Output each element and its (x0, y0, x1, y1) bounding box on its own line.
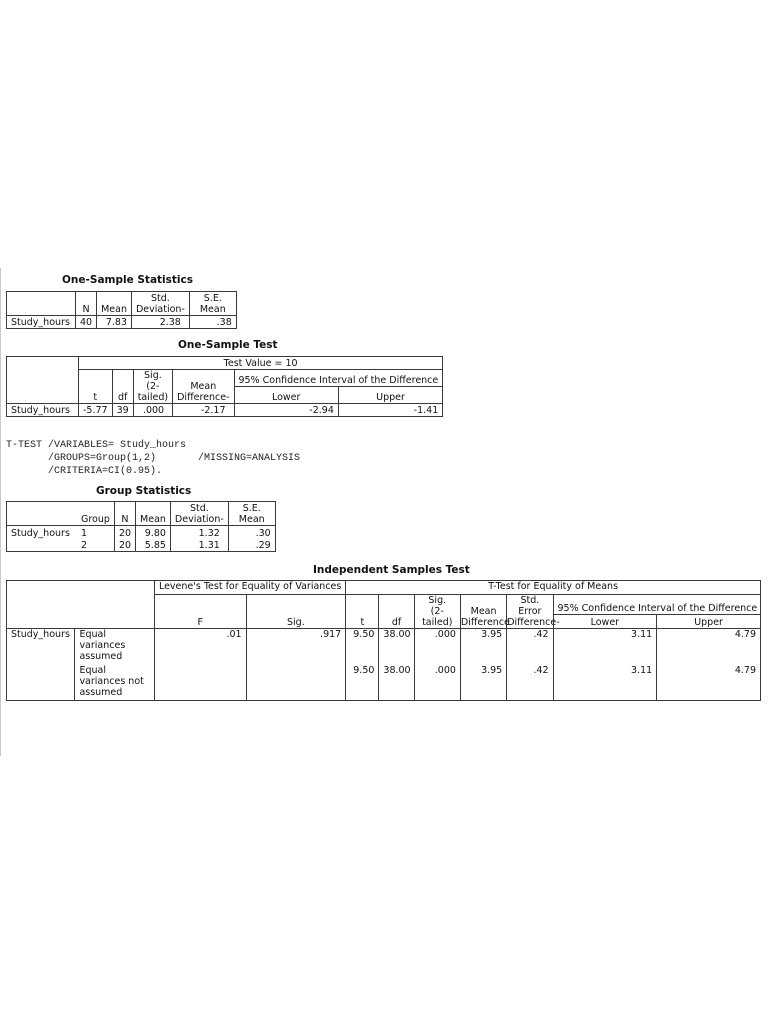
header-se-1: S.E. (189, 292, 236, 304)
header-sig (133, 370, 172, 404)
header-sig-2tailed-3: tailed) (422, 617, 453, 628)
table-row (7, 539, 276, 552)
cell-sig (246, 665, 346, 701)
cell-group: 1 (77, 526, 114, 539)
one-sample-test-title: One-Sample Test (178, 339, 278, 351)
header-n: N (76, 304, 97, 316)
cell-mean-diff: 3.95 (460, 665, 506, 701)
corner-cell (7, 357, 79, 404)
header-sig-2: (2- (146, 381, 160, 392)
cell-df: 39 (112, 404, 133, 417)
cell-se-diff: .42 (507, 629, 553, 665)
header-sig-1: Sig. (144, 370, 162, 381)
corner-cell (7, 581, 155, 629)
cell-sig: .000 (133, 404, 172, 417)
header-upper: Upper (657, 615, 761, 629)
cell-lower: 3.11 (553, 629, 657, 665)
independent-samples-test-table (6, 580, 761, 701)
header-n: N (114, 514, 135, 526)
row-sublabel-2: variances (79, 640, 126, 651)
corner-cell-lower (7, 514, 78, 526)
row-sublabel-3: assumed (79, 686, 123, 698)
table-row (7, 316, 237, 329)
cell-n: 20 (114, 539, 135, 552)
row-label: Study_hours (7, 316, 76, 329)
syntax-line-1: T-TEST /VARIABLES= Study_hours (6, 440, 187, 451)
ttest-header: T-Test for Equality of Means (346, 581, 761, 595)
header-mean-diff (173, 370, 234, 404)
header-se-diff-1: Std. (520, 595, 540, 606)
cell-std: 1.31 (170, 539, 228, 552)
row-sublabel (75, 665, 155, 701)
header-se-2: Mean (189, 304, 236, 316)
cell-group: 2 (77, 539, 114, 552)
header-std-1: Std. (131, 292, 189, 304)
row-sublabel-1: Equal (79, 664, 106, 676)
syntax-line-2: /GROUPS=Group(1,2) /MISSING=ANALYSIS (6, 453, 301, 464)
cell-se: .30 (228, 526, 275, 539)
row-sublabel-1: Equal (79, 629, 106, 640)
cell-se-diff: .42 (507, 665, 553, 701)
cell-sig-2tailed: .000 (414, 665, 460, 701)
header-lower: Lower (553, 615, 657, 629)
header-lower: Lower (234, 387, 338, 404)
cell-f (154, 665, 246, 701)
one-sample-statistics-table (6, 291, 237, 329)
row-label (7, 539, 78, 552)
header-f: F (154, 595, 246, 629)
header-std-1: Std. (170, 502, 228, 514)
cell-upper: 4.79 (657, 665, 761, 701)
header-mean-spacer (97, 292, 132, 304)
table-row (7, 629, 761, 665)
header-mean: Mean (97, 304, 132, 316)
cell-n: 20 (114, 526, 135, 539)
header-ci: 95% Confidence Interval of the Difference (553, 595, 760, 615)
cell-mean-diff: 3.95 (460, 629, 506, 665)
header-mean-diff-2: Difference- (177, 392, 230, 403)
table-row (7, 526, 276, 539)
syntax-line-3: /CRITERIA=CI(0.95). (6, 466, 163, 477)
cell-mean: 7.83 (97, 316, 132, 329)
cell-df: 38.00 (379, 629, 414, 665)
cell-mean-diff: -2.17 (173, 404, 234, 417)
header-upper: Upper (338, 387, 442, 404)
header-sig-2tailed-1: Sig. (428, 595, 447, 606)
header-se-diff-2: Error (518, 606, 542, 617)
cell-lower: -2.94 (234, 404, 338, 417)
one-sample-test-table (6, 356, 443, 417)
header-se-1: S.E. (228, 502, 275, 514)
header-sig-2tailed (414, 595, 460, 629)
left-margin-line (0, 268, 1, 756)
row-label: Study_hours (7, 404, 79, 417)
one-sample-statistics-title: One-Sample Statistics (62, 274, 193, 286)
cell-upper: 4.79 (657, 629, 761, 665)
header-mean-diff (460, 595, 510, 629)
cell-t: 9.50 (346, 629, 379, 665)
row-sublabel-2: variances not (79, 675, 144, 687)
header-sig-2tailed-2: (2- (430, 606, 444, 617)
cell-t: -5.77 (79, 404, 113, 417)
row-label: Study_hours (7, 629, 75, 701)
ttest-syntax (6, 439, 300, 478)
header-sig: Sig. (246, 595, 346, 629)
levene-header: Levene's Test for Equality of Variances (154, 581, 345, 595)
cell-sig-2tailed: .000 (414, 629, 460, 665)
header-n-spacer (114, 502, 135, 514)
cell-std: 1.32 (170, 526, 228, 539)
cell-std: 2.38 (131, 316, 189, 329)
header-std-2: Deviation- (170, 514, 228, 526)
header-mean-diff-1: Mean (470, 606, 497, 617)
header-t: t (346, 595, 379, 629)
corner-cell (7, 502, 78, 514)
header-se-2: Mean (228, 514, 275, 526)
header-mean-spacer (136, 502, 171, 514)
header-mean-diff-2: Difference (460, 617, 510, 628)
row-sublabel-3: assumed (79, 651, 123, 662)
header-std-2: Deviation- (131, 304, 189, 316)
test-value-header: Test Value = 10 (79, 357, 443, 370)
header-se-diff (507, 595, 560, 629)
row-label: Study_hours (7, 526, 78, 539)
cell-upper: -1.41 (338, 404, 442, 417)
cell-df: 38.00 (379, 665, 414, 701)
cell-lower: 3.11 (553, 665, 657, 701)
table-row (7, 665, 761, 701)
header-ci: 95% Confidence Interval of the Difference (234, 370, 443, 387)
header-group-spacer (77, 502, 114, 514)
cell-mean: 9.80 (136, 526, 171, 539)
cell-se: .29 (228, 539, 275, 552)
header-sig-3: tailed) (137, 392, 169, 403)
table-row (7, 404, 443, 417)
header-df: df (112, 370, 133, 404)
independent-samples-test-title: Independent Samples Test (313, 564, 470, 576)
header-se-diff-3: Difference- (507, 617, 560, 628)
header-df: df (379, 595, 414, 629)
cell-sig: .917 (246, 629, 346, 665)
row-sublabel (75, 629, 155, 665)
header-n-spacer (76, 292, 97, 304)
group-statistics-table (6, 501, 276, 552)
cell-mean: 5.85 (136, 539, 171, 552)
header-t: t (79, 370, 113, 404)
header-group: Group (77, 514, 114, 526)
header-mean: Mean (136, 514, 171, 526)
corner-cell (7, 292, 76, 316)
cell-t: 9.50 (346, 665, 379, 701)
cell-f: .01 (154, 629, 246, 665)
group-statistics-title: Group Statistics (96, 485, 192, 497)
header-mean-diff-1: Mean (190, 381, 217, 392)
cell-se: .38 (189, 316, 236, 329)
cell-n: 40 (76, 316, 97, 329)
